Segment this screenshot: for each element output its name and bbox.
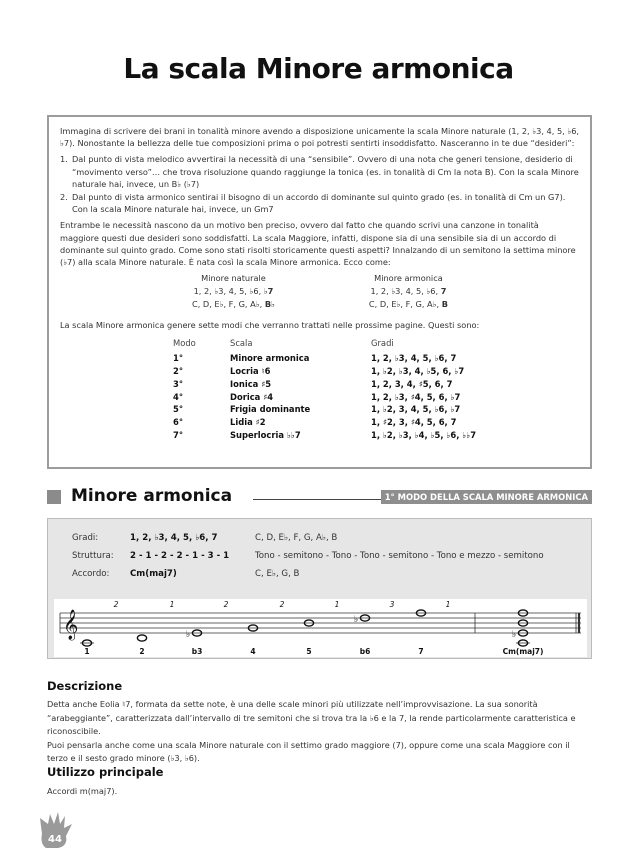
info-value: 1, 2, ♭3, 4, 5, ♭6, 7 <box>130 533 218 543</box>
intro-box <box>47 115 592 469</box>
descrizione-paragraph-1: Detta anche Eolia ♮7, formata da sette note, è una delle scale minori più utilizzate nell’improvvisazione. La sua sonorità “arabeggiante”, caratterizzata dall’intervallo di tre semitoni che si trova tra la ♭6 e la 7, la rende particolarmente caratteristica e riconoscibile. <box>47 699 576 736</box>
intro-paragraph-2: Entrambe le necessità nascono da un motivo ben preciso, ovvero dal fatto che quando scrivi una canzone in tonalità maggiore questi due desideri sono soddisfatti. La scala Maggiore, infatti, dispone sia di una sensibile sia di un accordo di dominante sul quinto grado. Come sono stati risolti storicamente questi aspetti? Innalzando di un semitono la settima minore (♭7) alla scala Minore naturale. È nata così la scala Minore armonica. Ecco come: <box>60 220 576 268</box>
mode-scale: Frigia dominante <box>230 404 311 415</box>
descrizione-paragraph-2: Puoi pensarla anche come una scala Minore naturale con il settimo grado maggiore (7), oppure come una scala Maggiore con il terzo e il sesto grado minore (♭3, ♭6). <box>47 739 570 763</box>
table-row <box>173 352 580 365</box>
degree-label: 4 <box>250 647 256 656</box>
mode-scale: Superlocria ♭♭7 <box>230 430 301 441</box>
mode-number: 1° <box>173 353 184 364</box>
table-row <box>173 378 580 391</box>
descrizione-heading: Descrizione <box>47 679 123 693</box>
scale-comparison <box>60 272 580 311</box>
interval-label: 2 <box>279 600 285 609</box>
utilizzo-heading: Utilizzo principale <box>47 765 164 779</box>
degrees-highlight: ♭7 <box>263 286 274 297</box>
info-value: Cm(maj7) <box>130 569 177 579</box>
music-staff <box>54 599 587 657</box>
degrees-text: 1, 2, ♭3, 4, 5, ♭6, <box>193 286 264 297</box>
mode-scale: Minore armonica <box>230 353 310 364</box>
interval-label: 3 <box>389 600 395 609</box>
list-number: 2. <box>60 192 68 203</box>
notes-text: C, D, E♭, F, G, A♭, <box>192 299 265 310</box>
modes-header <box>173 337 580 350</box>
interval-label: 2 <box>223 600 229 609</box>
table-row <box>173 429 580 442</box>
interval-label: 1 <box>169 600 175 609</box>
comparison-natural <box>192 272 275 311</box>
interval-label: 1 <box>445 600 451 609</box>
desires-list <box>60 153 580 215</box>
page-number-badge <box>38 810 78 850</box>
scale-card <box>47 518 592 659</box>
mode-degrees: 1, 2, 3, 4, ♯5, 6, 7 <box>371 378 453 389</box>
info-label: Gradi: <box>72 533 99 543</box>
comparison-degrees <box>369 285 448 298</box>
mode-number: 7° <box>173 430 184 441</box>
info-row <box>72 547 544 565</box>
list-number: 1. <box>60 154 68 165</box>
header-modo: Modo <box>173 338 196 349</box>
page-title: La scala Minore armonica <box>123 52 514 85</box>
degree-label: 1 <box>84 647 90 656</box>
info-row <box>72 565 544 583</box>
page-number: 44 <box>48 834 62 845</box>
list-item <box>60 153 580 190</box>
flat-icon: ♭ <box>354 615 359 625</box>
mode-number: 4° <box>173 391 184 402</box>
header-gradi: Gradi <box>371 338 394 349</box>
treble-clef-icon: 𝄞 <box>63 610 79 640</box>
mode-scale: Ionica ♯5 <box>230 378 272 389</box>
scale-info <box>72 529 544 583</box>
intro-paragraph-1: Immagina di scrivere dei brani in tonalità minore avendo a disposizione unicamente la scala Minore naturale (1, 2, ♭3, 4, 5, ♭6, ♭7). Nonostante la bellezza delle tue composizioni prima o poi potresti sentirti insoddisfatto. Nasceranno in te due “desideri”: <box>60 126 580 149</box>
utilizzo-text: Accordi m(maj7). <box>47 786 118 796</box>
notes-text: C, D, E♭, F, G, A♭, <box>368 299 442 310</box>
info-label: Accordo: <box>72 569 110 579</box>
degree-label: b6 <box>359 647 371 656</box>
mode-degrees: 1, ♯2, 3, ♯4, 5, 6, 7 <box>371 417 457 428</box>
section-title: Minore armonica <box>71 486 233 506</box>
section-tag: 1° MODO DELLA SCALA MINORE ARMONICA <box>381 490 592 504</box>
degree-label: 5 <box>306 647 312 656</box>
flat-icon: ♭ <box>512 630 517 640</box>
modes-table <box>173 337 580 441</box>
comparison-name: Minore naturale <box>201 273 266 284</box>
chord-label: Cm(maj7) <box>502 647 544 656</box>
mode-scale: Locria ♮6 <box>230 366 271 377</box>
mode-degrees: 1, 2, ♭3, 4, 5, ♭6, 7 <box>371 353 457 364</box>
comparison-name: Minore armonica <box>374 273 443 284</box>
comparison-harmonic <box>369 272 448 311</box>
degree-label: b3 <box>191 647 203 656</box>
table-row <box>173 391 580 404</box>
descrizione-text <box>47 698 592 766</box>
mode-degrees: 1, ♭2, ♭3, ♭4, ♭5, ♭6, ♭♭7 <box>371 430 477 441</box>
mode-number: 5° <box>173 404 184 415</box>
mode-number: 3° <box>173 378 184 389</box>
mode-degrees: 1, ♭2, ♭3, 4, ♭5, 6, ♭7 <box>371 366 465 377</box>
section-header <box>47 487 592 507</box>
table-row <box>173 403 580 416</box>
info-notes: Tono - semitono - Tono - Tono - semitono - Tono e mezzo - semitono <box>255 551 544 561</box>
mode-number: 2° <box>173 366 184 377</box>
interval-label: 1 <box>334 600 340 609</box>
table-row <box>173 416 580 429</box>
degree-label: 7 <box>418 647 424 656</box>
header-scala: Scala <box>230 338 253 349</box>
section-square-icon <box>47 490 61 504</box>
mode-degrees: 1, ♭2, 3, 4, 5, ♭6, ♭7 <box>371 404 461 415</box>
mode-scale: Dorica ♯4 <box>230 391 274 402</box>
list-item <box>60 191 580 215</box>
info-notes: C, E♭, G, B <box>255 569 300 579</box>
mode-degrees: 1, 2, ♭3, ♯4, 5, 6, ♭7 <box>371 391 461 402</box>
flat-icon: ♭ <box>186 630 191 640</box>
mode-number: 6° <box>173 417 184 428</box>
comparison-notes <box>369 298 448 311</box>
list-text: Dal punto di vista armonico sentirai il bisogno di un accordo di dominante sul quinto grado (es. in tonalità di Cm un G7). Con la scala Minore naturale hai, invece, un Gm7 <box>72 192 566 215</box>
info-label: Struttura: <box>72 551 114 561</box>
comparison-degrees <box>192 285 275 298</box>
interval-label: 2 <box>113 600 119 609</box>
info-notes: C, D, E♭, F, G, A♭, B <box>255 533 338 543</box>
info-value: 2 - 1 - 2 - 2 - 1 - 3 - 1 <box>130 551 230 561</box>
notes-highlight: B♭ <box>264 299 275 310</box>
degrees-highlight: 7 <box>440 286 447 297</box>
list-text: Dal punto di vista melodico avvertirai la necessità di una “sensibile”. Ovvero di una nota che generi tensione, desiderio di “movimento verso”… che trova risoluzione quando raggiunge la tonica (es. in tonalità di Cm la nota B). Con la scala Minore naturale hai, invece, un B♭ (♭7) <box>72 154 579 189</box>
table-row <box>173 365 580 378</box>
degrees-text: 1, 2, ♭3, 4, 5, ♭6, <box>370 286 441 297</box>
mode-scale: Lidia ♯2 <box>230 417 266 428</box>
degree-label: 2 <box>139 647 145 656</box>
info-row <box>72 529 544 547</box>
intro-paragraph-3: La scala Minore armonica genere sette modi che verranno trattati nelle prossime pagine. Questi sono: <box>60 320 480 331</box>
notes-highlight: B <box>441 299 448 310</box>
comparison-notes <box>192 298 275 311</box>
